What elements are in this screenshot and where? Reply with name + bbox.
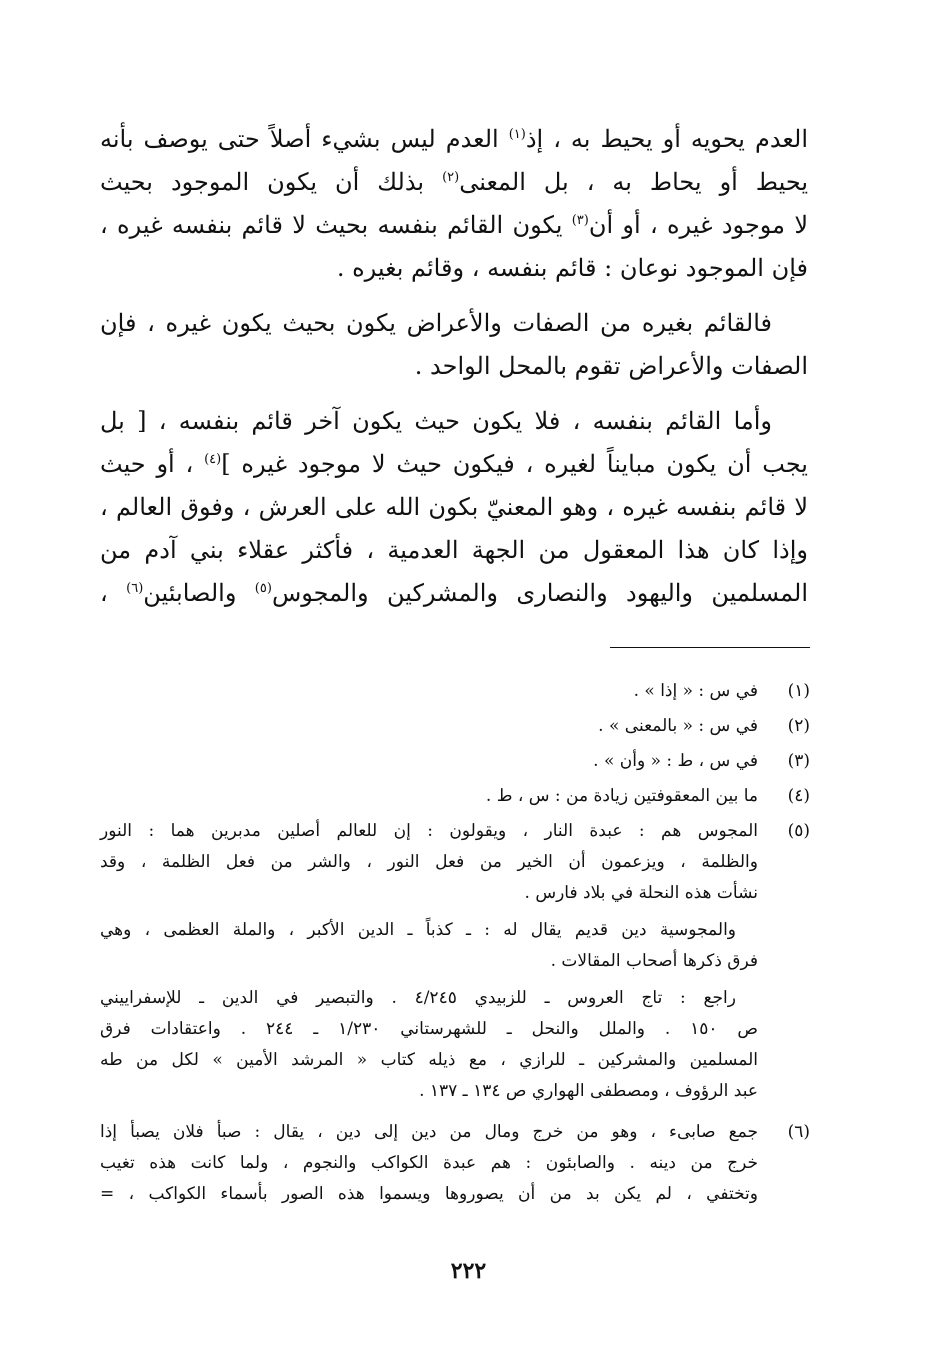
footnote-line: في س ، ط : « وأن » . [593,751,758,771]
footnote-body [100,676,758,707]
footnote-body [100,746,758,777]
text-line: المسلمين واليهود والنصارى والمشركين والمجوس$^{(٥)}$ والصابئين$^{(٦)}$ ، [100,579,809,607]
footnote-4 [100,781,810,812]
footnote-reference: (٦) [126,581,144,596]
text-line: لا قائم بنفسه غيره ، وهو المعنيّ بكون الله على العرش ، وفوق العالم ، [100,493,808,521]
paragraph-2 [100,302,808,388]
footnote-reference: (٣) [571,213,589,228]
footnote-reference: (٤) [204,452,222,467]
text-line: فالقائم بغيره من الصفات والأعراض يكون بحيث يكون غيره ، فإن [100,309,772,337]
text-line: فإن الموجود نوعان : قائم بنفسه ، وقائم بغيره . [336,254,808,282]
footnote-line: والمجوسية دين قديم يقال له : ـ كذباً ـ الدين الأكبر ، والملة العظمى ، وهي [100,920,736,940]
footnote-line: في س : « إذا » . [633,681,758,701]
footnote-line: خرج من دينه . والصابئون : هم عبدة الكواكب والنجوم ، ولما كانت هذه تغيب [100,1153,758,1173]
text-line: وإذا كان هذا المعقول من الجهة العدمية ، فأكثر عقلاء بني آدم من [100,536,808,564]
paragraph-1 [100,118,808,290]
footnote-reference: (٢) [442,170,460,185]
footnote-line: ما بين المعقوفتين زيادة من : س ، ط . [485,786,758,806]
footnote-body [100,781,758,812]
footnote-1 [100,676,810,707]
footnote-line: المجوس هم : عبدة النار ، ويقولون : إن للعالم أصلين مدبرين هما : النور [100,821,758,841]
footnote-line: راجع : تاج العروس ـ للزبيدي ٤/٢٤٥ . والتبصير في الدين ـ للإسفراييني [100,988,736,1008]
footnote-line: المسلمين والمشركين ـ للرازي ، مع ذيله كتاب « المرشد الأمين » لكل من طه [100,1050,758,1070]
footnote-number: (٤) [787,786,810,806]
footnote-number: (٢) [787,716,810,736]
footnote-paragraph [100,915,758,977]
text-line: لا موجود غيره ، أو أن$^{(٣)}$ يكون القائم بنفسه بحيث لا قائم بنفسه غيره ، [100,211,809,239]
paragraph-3 [100,400,808,615]
footnote-number: (٣) [787,751,810,771]
footnote-6 [100,1117,810,1216]
footnote-line: وتختفي ، لم يكن بد من أن يصوروها ويسموا هذه الصور بأسماء الكواكب ، = [100,1184,758,1204]
footnote-reference: (٥) [254,581,272,596]
footnote-body [100,711,758,742]
text-line: يحيط أو يحاط به ، بل المعنى$^{(٢)}$ بذلك أن يكون الموجود بحيث [100,168,808,196]
footnotes [100,676,810,1220]
footnote-body [100,816,758,1113]
footnote-line: ص ١٥٠ . والملل والنحل ـ للشهرستاني ١/٢٣٠ ـ ٢٤٤ . واعتقادات فرق [100,1019,758,1039]
footnote-number: (٦) [787,1122,810,1142]
main-text [100,118,808,627]
text-line: العدم يحويه أو يحيط به ، إذ$^{(١)}$ العدم ليس بشيء أصلاً حتى يوصف بأنه [100,125,808,153]
footnote-line: والظلمة ، ويزعمون أن الخير من فعل النور ، والشر من فعل الظلمة ، وقد [100,852,758,872]
footnote-line: نشأت هذه النحلة في بلاد فارس . [524,883,758,903]
text-line: وأما القائم بنفسه ، فلا يكون حيث يكون آخر قائم بنفسه ، [ بل [100,407,772,435]
footnote-5 [100,816,810,1113]
footnote-line: جمع صابىء ، وهو من خرج ومال من دين إلى دين ، يقال : صبأ فلان يصبأ إذا [100,1122,758,1142]
footnote-body [100,1117,758,1216]
footnote-reference: (١) [508,127,526,142]
footnote-number: (١) [787,681,810,701]
footnote-paragraph [100,983,758,1107]
footnote-paragraph [100,1117,758,1210]
footnote-line: عبد الرؤوف ، ومصطفى الهواري ص ١٣٤ ـ ١٣٧ . [419,1081,758,1101]
page-number: ٢٢٢ [450,1258,487,1284]
footnote-3 [100,746,810,777]
footnote-2 [100,711,810,742]
text-line: يجب أن يكون مبايناً لغيره ، فيكون حيث لا موجود غيره ]$^{(٤)}$ ، أو حيث [100,450,808,478]
footnote-line: فرق ذكرها أصحاب المقالات . [550,951,758,971]
footnote-number: (٥) [787,821,810,841]
footnote-paragraph [100,816,758,909]
footnote-separator [610,647,810,648]
footnote-line: في س : « بالمعنى » . [598,716,758,736]
text-line: الصفات والأعراض تقوم بالمحل الواحد . [414,352,808,380]
